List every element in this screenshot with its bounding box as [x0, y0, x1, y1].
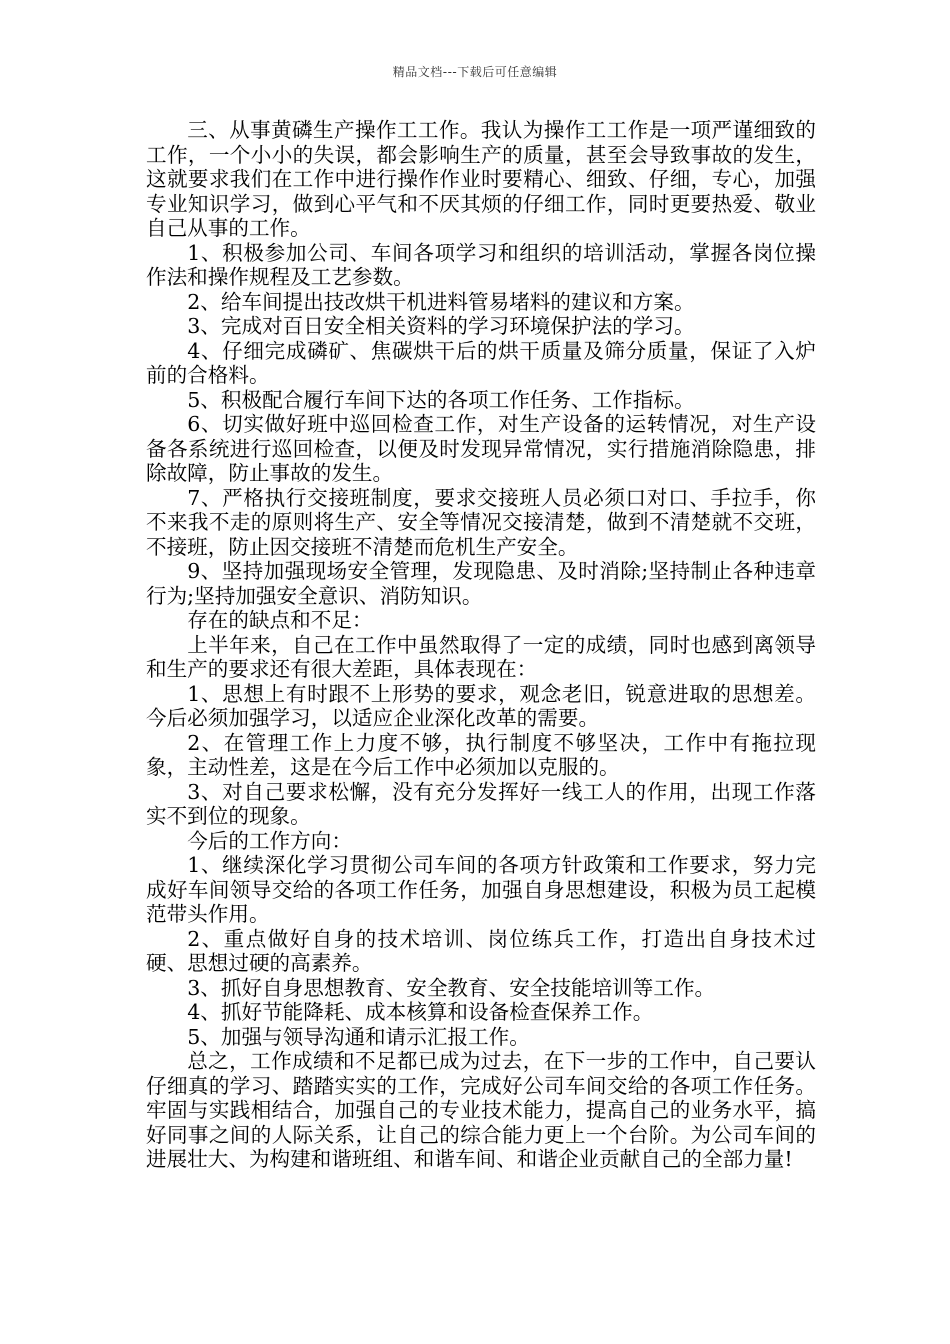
- paragraph: 3、抓好自身思想教育、安全教育、安全技能培训等工作。: [187, 975, 716, 1000]
- paragraph: 3、对自己要求松懈，没有充分发挥好一线工人的作用，出现工作落实不到位的现象。: [146, 779, 816, 828]
- paragraph: 上半年来，自己在工作中虽然取得了一定的成绩，同时也感到离领导和生产的要求还有很大差距，具体表现在：: [146, 632, 816, 681]
- paragraph: 7、严格执行交接班制度，要求交接班人员必须口对口、手拉手，你不来我不走的原则将生产、安全等情况交接清楚，做到不清楚就不交班，不接班，防止因交接班不清楚而危机生产安全。: [146, 485, 816, 559]
- paragraph: 总之，工作成绩和不足都已成为过去，在下一步的工作中，自己要认仔细真的学习、踏踏实实的工作，完成好公司车间交给的各项工作任务。牢固与实践相结合，加强自己的专业技术能力，提高自己的业务水平，搞好同事之间的人际关系，让自己的综合能力更上一个台阶。为公司车间的进展壮大、为构建和谐班组、和谐车间、和谐企业贡献自己的全部力量!: [146, 1049, 816, 1171]
- section-heading: 存在的缺点和不足：: [187, 608, 373, 632]
- section-heading: 今后的工作方向：: [187, 828, 352, 853]
- paragraph: 3、完成对百日安全相关资料的学习环境保护法的学习。: [187, 314, 695, 338]
- paragraph: 6、切实做好班中巡回检查工作，对生产设备的运转情况，对生产设备各系统进行巡回检查，以便及时发现异常情况，实行措施消除隐患，排除故障，防止事故的发生。: [146, 412, 816, 485]
- paragraph: 5、积极配合履行车间下达的各项工作任务、工作指标。: [187, 387, 695, 412]
- document-body: [146, 118, 816, 1172]
- page-header: 精品文档---下载后可任意编辑: [392, 65, 558, 79]
- paragraph: 三、从事黄磷生产操作工工作。我认为操作工工作是一项严谨细致的工作，一个小小的失误，都会影响生产的质量，甚至会导致事故的发生，这就要求我们在工作中进行操作作业时要精心、细致、仔细，专心，加强专业知识学习，做到心平气和不厌其烦的仔细工作，同时更要热爱、敬业自己从事的工作。: [146, 118, 816, 240]
- paragraph: 2、给车间提出技改烘干机进料管易堵料的建议和方案。: [187, 289, 695, 314]
- paragraph: 1、积极参加公司、车间各项学习和组织的培训活动，掌握各岗位操作法和操作规程及工艺参数。: [146, 240, 816, 289]
- paragraph: 4、仔细完成磷矿、焦碳烘干后的烘干质量及筛分质量，保证了入炉前的合格料。: [146, 338, 816, 387]
- paragraph: 1、思想上有时跟不上形势的要求，观念老旧，锐意进取的思想差。今后必须加强学习，以适应企业深化改革的需要。: [146, 681, 816, 730]
- paragraph: 2、在管理工作上力度不够，执行制度不够坚决，工作中有拖拉现象，主动性差，这是在今后工作中必须加以克服的。: [146, 730, 816, 779]
- paragraph: 9、坚持加强现场安全管理，发现隐患、及时消除;坚持制止各种违章行为;坚持加强安全意识、消防知识。: [146, 559, 816, 608]
- paragraph: 1、继续深化学习贯彻公司车间的各项方针政策和工作要求，努力完成好车间领导交给的各项工作任务，加强自身思想建设，积极为员工起模范带头作用。: [146, 853, 816, 926]
- paragraph: 4、抓好节能降耗、成本核算和设备检查保养工作。: [187, 1000, 654, 1024]
- paragraph: 2、重点做好自身的技术培训、岗位练兵工作，打造出自身技术过硬、思想过硬的高素养。: [146, 926, 816, 975]
- paragraph: 5、加强与领导沟通和请示汇报工作。: [187, 1024, 530, 1049]
